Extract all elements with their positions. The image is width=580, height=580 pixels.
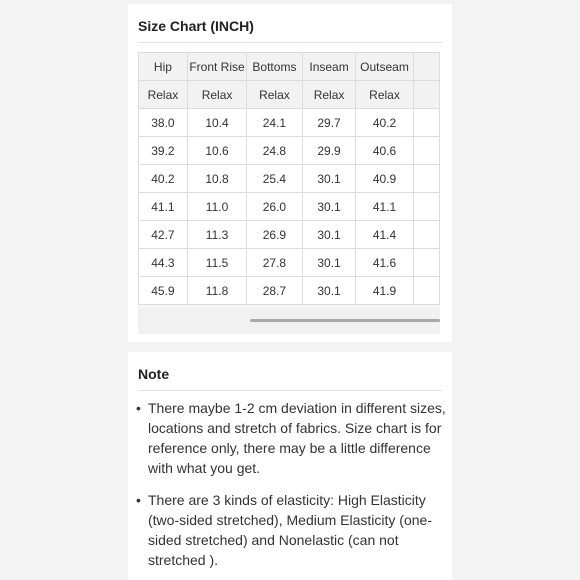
table-cell: 40.2 — [356, 109, 413, 137]
table-row — [139, 137, 440, 165]
table-cell: 30.1 — [302, 165, 356, 193]
note-bullet-text: There are 3 kinds of elasticity: High Elasticity (two-sided stretched), Medium Elasticity (one-sided stretched) and Nonelastic (can not stretched ). — [148, 492, 432, 568]
column-header-overflow — [413, 53, 439, 81]
horizontal-scrollbar-track[interactable] — [138, 308, 440, 334]
table-cell: 39.2 — [139, 137, 188, 165]
table-cell: 28.7 — [247, 277, 302, 305]
note-bullet-text: There maybe 1-2 cm deviation in different sizes, locations and stretch of fabrics. Size chart is for reference only, there may be a little difference with what you get. — [148, 400, 446, 476]
note-bullet-item — [136, 490, 448, 570]
size-chart-title: Size Chart (INCH) — [138, 18, 254, 34]
table-cell: 41.1 — [139, 193, 188, 221]
note-bullet-item — [136, 398, 448, 478]
table-row — [139, 221, 440, 249]
table-cell: 27.8 — [247, 249, 302, 277]
bullet-icon: • — [136, 400, 141, 416]
table-cell: 10.4 — [187, 109, 246, 137]
size-chart-card — [128, 4, 452, 342]
size-table — [138, 52, 440, 305]
title-divider — [138, 42, 442, 43]
table-cell-overflow — [413, 277, 439, 305]
note-divider — [138, 390, 442, 391]
table-cell-overflow — [413, 165, 439, 193]
table-cell: 44.3 — [139, 249, 188, 277]
table-cell: 41.4 — [356, 221, 413, 249]
table-cell: 41.9 — [356, 277, 413, 305]
table-cell: 29.9 — [302, 137, 356, 165]
fit-cell: Relax — [187, 81, 246, 109]
table-cell: 40.9 — [356, 165, 413, 193]
table-cell: 41.1 — [356, 193, 413, 221]
note-card — [128, 352, 452, 580]
table-cell-overflow — [413, 193, 439, 221]
table-cell: 11.8 — [187, 277, 246, 305]
fit-cell: Relax — [356, 81, 413, 109]
table-cell: 24.8 — [247, 137, 302, 165]
table-cell-overflow — [413, 249, 439, 277]
table-cell: 45.9 — [139, 277, 188, 305]
table-cell: 26.9 — [247, 221, 302, 249]
table-cell: 42.7 — [139, 221, 188, 249]
size-table-scroll-area[interactable] — [138, 52, 440, 334]
table-cell: 30.1 — [302, 193, 356, 221]
table-cell-overflow — [413, 109, 439, 137]
column-header-bottoms: Bottoms — [247, 53, 302, 81]
bullet-icon: • — [136, 492, 141, 508]
table-cell: 26.0 — [247, 193, 302, 221]
table-cell: 29.7 — [302, 109, 356, 137]
table-cell: 38.0 — [139, 109, 188, 137]
table-row — [139, 109, 440, 137]
column-header-front-rise: Front Rise — [187, 53, 246, 81]
horizontal-scrollbar-thumb[interactable] — [250, 319, 440, 322]
column-header-inseam: Inseam — [302, 53, 356, 81]
table-cell: 41.6 — [356, 249, 413, 277]
table-header-row — [139, 53, 440, 81]
table-row — [139, 277, 440, 305]
table-cell: 30.1 — [302, 277, 356, 305]
table-cell: 24.1 — [247, 109, 302, 137]
table-row — [139, 249, 440, 277]
column-header-hip: Hip — [139, 53, 188, 81]
fit-cell: Relax — [302, 81, 356, 109]
table-cell: 11.5 — [187, 249, 246, 277]
table-cell: 40.2 — [139, 165, 188, 193]
table-cell: 30.1 — [302, 249, 356, 277]
note-title: Note — [138, 366, 170, 382]
table-row — [139, 165, 440, 193]
table-row — [139, 193, 440, 221]
table-cell-overflow — [413, 137, 439, 165]
table-cell: 40.6 — [356, 137, 413, 165]
table-cell: 10.6 — [187, 137, 246, 165]
table-fit-row — [139, 81, 440, 109]
table-cell: 30.1 — [302, 221, 356, 249]
table-cell: 11.0 — [187, 193, 246, 221]
table-cell: 10.8 — [187, 165, 246, 193]
fit-cell: Relax — [139, 81, 188, 109]
fit-cell-overflow — [413, 81, 439, 109]
table-cell-overflow — [413, 221, 439, 249]
fit-cell: Relax — [247, 81, 302, 109]
table-cell: 11.3 — [187, 221, 246, 249]
table-cell: 25.4 — [247, 165, 302, 193]
column-header-outseam: Outseam — [356, 53, 413, 81]
